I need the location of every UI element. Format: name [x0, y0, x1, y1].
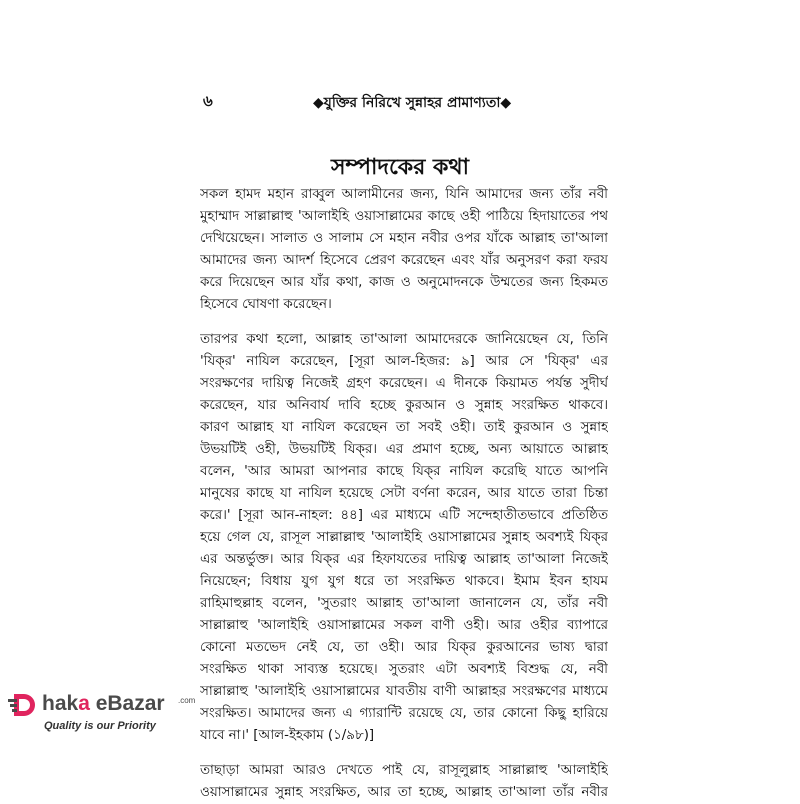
brand-tld: .com — [178, 696, 196, 705]
brand-prefix: hak — [42, 692, 79, 715]
text-line: সংরক্ষণের দায়িত্ব নিজেই গ্রহণ করেছেন। এ দীনকে কিয়ামত পর্যন্ত সুদীর্ঘ — [200, 376, 608, 391]
text-line: মুহাম্মাদ সাল্লাল্লাহু 'আলাইহি ওয়াসাল্লামের কাছে ওহী পাঠিয়ে হিদায়াতের পথ — [200, 209, 608, 224]
text-line: তাছাড়া আমরা আরও দেখতে পাই যে, রাসূলুল্লাহ সাল্লাল্লাহু 'আলাইহি — [200, 763, 608, 778]
text-line: নিয়েছেন; বিধায় যুগ যুগ ধরে তা সংরক্ষিত থাকবে। ইমাম ইবন হাযম — [200, 574, 608, 589]
text-line: হয়ে গেল যে, রাসূল সাল্লাল্লাহু 'আলাইহি ওয়াসাল্লামের সুন্নাহ অবশ্যই যিক্‌র — [200, 530, 608, 545]
text-line: দেখিয়েছেন। সালাত ও সালাম সে মহান নবীর ওপর যাঁকে আল্লাহ তা'আলা — [200, 231, 608, 246]
text-line: করেছেন, যার অনিবার্য দাবি হচ্ছে কুরআন ও সুন্নাহ সংরক্ষিত থাকবে। — [200, 398, 608, 413]
text-line: সাল্লাল্লাহু 'আলাইহি ওয়াসাল্লামের যাবতীয় বাণী আল্লাহর সংরক্ষণের মাধ্যমে — [200, 684, 608, 699]
brand-accent: a — [78, 692, 90, 715]
section-title: সম্পাদকের কথা — [331, 155, 469, 180]
paragraph — [200, 760, 608, 804]
text-line: কোনো মতভেদ নেই যে, তা ওহী। আর যিক্‌র কুরআনের ভাষ্য দ্বারা — [200, 640, 608, 655]
text-line: ওয়াসাল্লামের সুন্নাহ সংরক্ষিত, আর তা হচ্ছে, আল্লাহ তা'আলা তাঁর নবীর — [200, 785, 608, 800]
brand-suffix: eBazar — [89, 692, 165, 715]
text-line: 'যিক্‌র' নাযিল করেছেন, [সূরা আল-হিজর: ৯] আর সে 'যিক্‌র' এর — [200, 354, 608, 369]
body-text — [200, 184, 608, 804]
text-line: রাহিমাহুল্লাহ বলেন, 'সুতরাং আল্লাহ তা'আলা জানালেন যে, তাঁর নবী — [200, 596, 608, 611]
text-line: হিসেবে ঘোষণা করেছেন। — [200, 297, 332, 312]
brand-tagline: Quality is our Priority — [44, 720, 156, 732]
text-line: সাল্লাল্লাহু 'আলাইহি ওয়াসাল্লামের সকল বাণী ওহী। আর ওহীর ব্যাপারে — [200, 618, 608, 633]
text-line: এর অন্তর্ভুক্ত। আর যিক্‌র এর হিফাযতের দায়িত্ব আল্লাহ তা'আলা নিজেই — [200, 552, 608, 567]
watermark — [8, 690, 203, 740]
text-line: সংরক্ষিত। আমাদের জন্য এ গ্যারান্টি রয়েছে যে, তার কোনো কিছু হারিয়ে — [200, 706, 608, 721]
paragraph — [200, 329, 608, 747]
text-line: উভয়টিই ওহী, উভয়টিই যিক্‌র। এর প্রমাণ হচ্ছে, অন্য আয়াতে আল্লাহ — [200, 442, 608, 457]
text-line: সংরক্ষিত থাকা সাব্যস্ত হয়েছে। সুতরাং এটা অবশ্যই বিশুদ্ধ যে, নবী — [200, 662, 608, 677]
text-line: বলেন, 'আর আমরা আপনার কাছে যিক্‌র নাযিল করেছি যাতে আপনি — [200, 464, 608, 479]
page-number: ৬ — [203, 92, 213, 110]
text-line: তারপর কথা হলো, আল্লাহ তা'আলা আমাদেরকে জানিয়েছেন যে, তিনি — [200, 332, 608, 347]
text-line: সকল হামদ মহান রাব্বুল আলামীনের জন্য, যিনি আমাদের জন্য তাঁর নবী — [200, 187, 608, 202]
text-line: কারণ আল্লাহ যা নাযিল করেছেন তা সবই ওহী। তাই কুরআন ও সুন্নাহ — [200, 420, 608, 435]
paragraph-gap — [200, 316, 608, 329]
text-line: যাবে না।' [আল-ইহকাম (১/৯৮)] — [200, 728, 375, 743]
paragraph — [200, 184, 608, 316]
text-line: মানুষের কাছে যা নাযিল হয়েছে সেটা বর্ণনা করেন, আর যাতে তারা চিন্তা — [200, 486, 608, 501]
running-header: ◆যুক্তির নিরিখে সুন্নাহর প্রামাণ্যতা◆ — [313, 95, 512, 111]
brand-name — [42, 692, 165, 716]
text-line: করে দিয়েছেন আর যাঁর কথা, কাজ ও অনুমোদনকে উম্মতের জন্য হিকমত — [200, 275, 608, 290]
paragraph-gap — [200, 747, 608, 760]
d-logo-icon — [8, 690, 40, 720]
text-line: করে।' [সূরা আন-নাহল: ৪৪] এর মাধ্যমে এটি সন্দেহাতীতভাবে প্রতিষ্ঠিত — [200, 508, 608, 523]
text-line: আমাদের জন্য আদর্শ হিসেবে প্রেরণ করেছেন এবং যাঁর অনুসরণ করা ফরয — [200, 253, 608, 268]
